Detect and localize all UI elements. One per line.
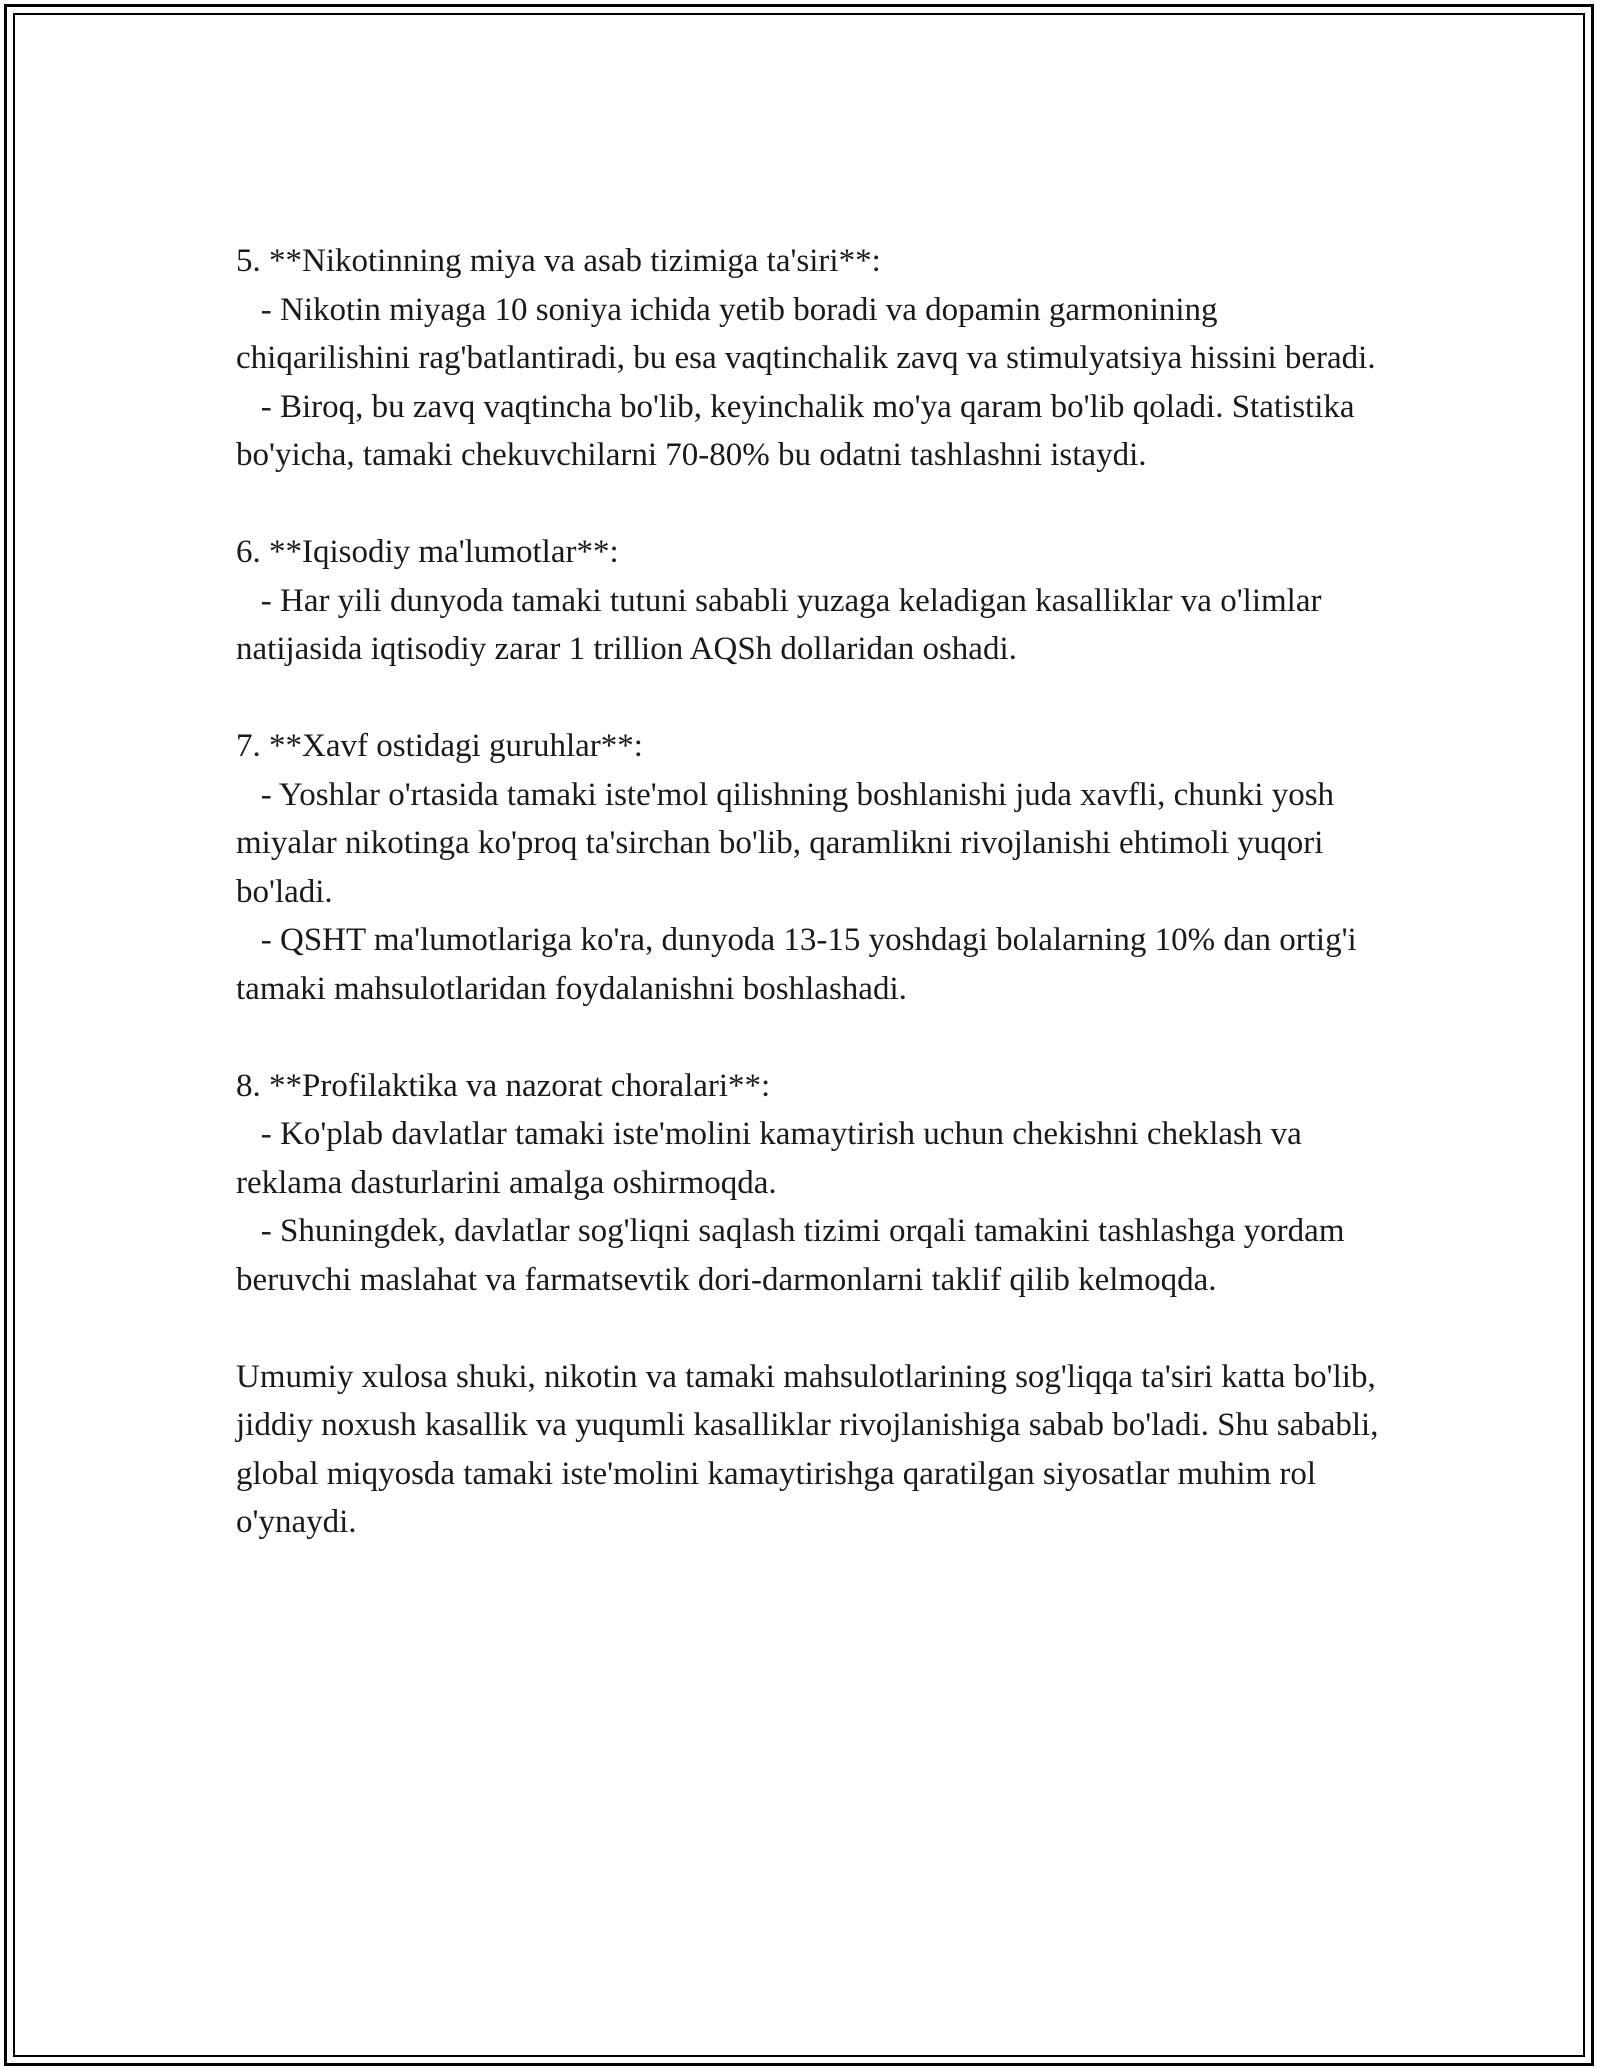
conclusion-text: Umumiy xulosa shuki, nikotin va tamaki mahsulotlarining sog'liqqa ta'siri katta bo'lib, jiddiy noxush kasallik va yuqumli kasalliklar rivojlanishiga sabab bo'ladi. Shu sababli, global miqyosda tamaki iste'molini kamaytirishga qaratilgan siyosatlar muhim rol o'ynaydi.	[236, 1358, 1387, 1540]
section-bullet: - Ko'plab davlatlar tamaki iste'molini kamaytirish uchun chekishni cheklash va reklama dasturlarini amalga oshirmoqda.	[236, 1116, 1311, 1201]
section-8	[236, 1062, 1386, 1305]
section-heading: 8. **Profilaktika va nazorat choralari**:	[236, 1067, 771, 1104]
section-7	[236, 722, 1386, 1013]
section-heading: 7. **Xavf ostidagi guruhlar**:	[236, 728, 643, 764]
section-bullet: - Nikotin miyaga 10 soniya ichida yetib boradi va dopamin garmonining chiqarilishini rag'batlantiradi, bu esa vaqtinchalik zavq va stimulyatsiya hissini beradi.	[236, 291, 1376, 376]
section-bullet: - Biroq, bu zavq vaqtincha bo'lib, keyinchalik mo'ya qaram bo'lib qoladi. Statistika bo'yicha, tamaki chekuvchilarni 70-80% bu odatni tashlashni istaydi.	[236, 388, 1363, 473]
section-bullet: - Yoshlar o'rtasida tamaki iste'mol qilishning boshlanishi juda xavfli, chunki yosh miyalar nikotinga ko'proq ta'sirchan bo'lib, qaramlikni rivojlanishi ehtimoli yuqori bo'ladi.	[236, 776, 1343, 910]
section-bullet: - Shuningdek, davlatlar sog'liqni saqlash tizimi orqali tamakini tashlashga yordam beruvchi maslahat va farmatsevtik dori-darmonlarni taklif qilib kelmoqda.	[236, 1213, 1353, 1298]
section-6	[236, 528, 1386, 674]
section-5	[236, 237, 1386, 480]
section-heading: 5. **Nikotinning miya va asab tizimiga ta'siri**:	[236, 243, 881, 279]
section-heading: 6. **Iqisodiy ma'lumotlar**:	[236, 534, 619, 570]
conclusion-paragraph	[236, 1353, 1386, 1547]
section-bullet: - QSHT ma'lumotlariga ko'ra, dunyoda 13-15 yoshdagi bolalarning 10% dan ortig'i tamaki mahsulotlaridan foydalanishni boshlashadi.	[236, 922, 1365, 1007]
document-body	[236, 237, 1386, 1595]
section-bullet: - Har yili dunyoda tamaki tutuni sababli yuzaga keladigan kasalliklar va o'limlar natijasida iqtisodiy zarar 1 trillion AQSh dollaridan oshadi.	[236, 582, 1330, 667]
